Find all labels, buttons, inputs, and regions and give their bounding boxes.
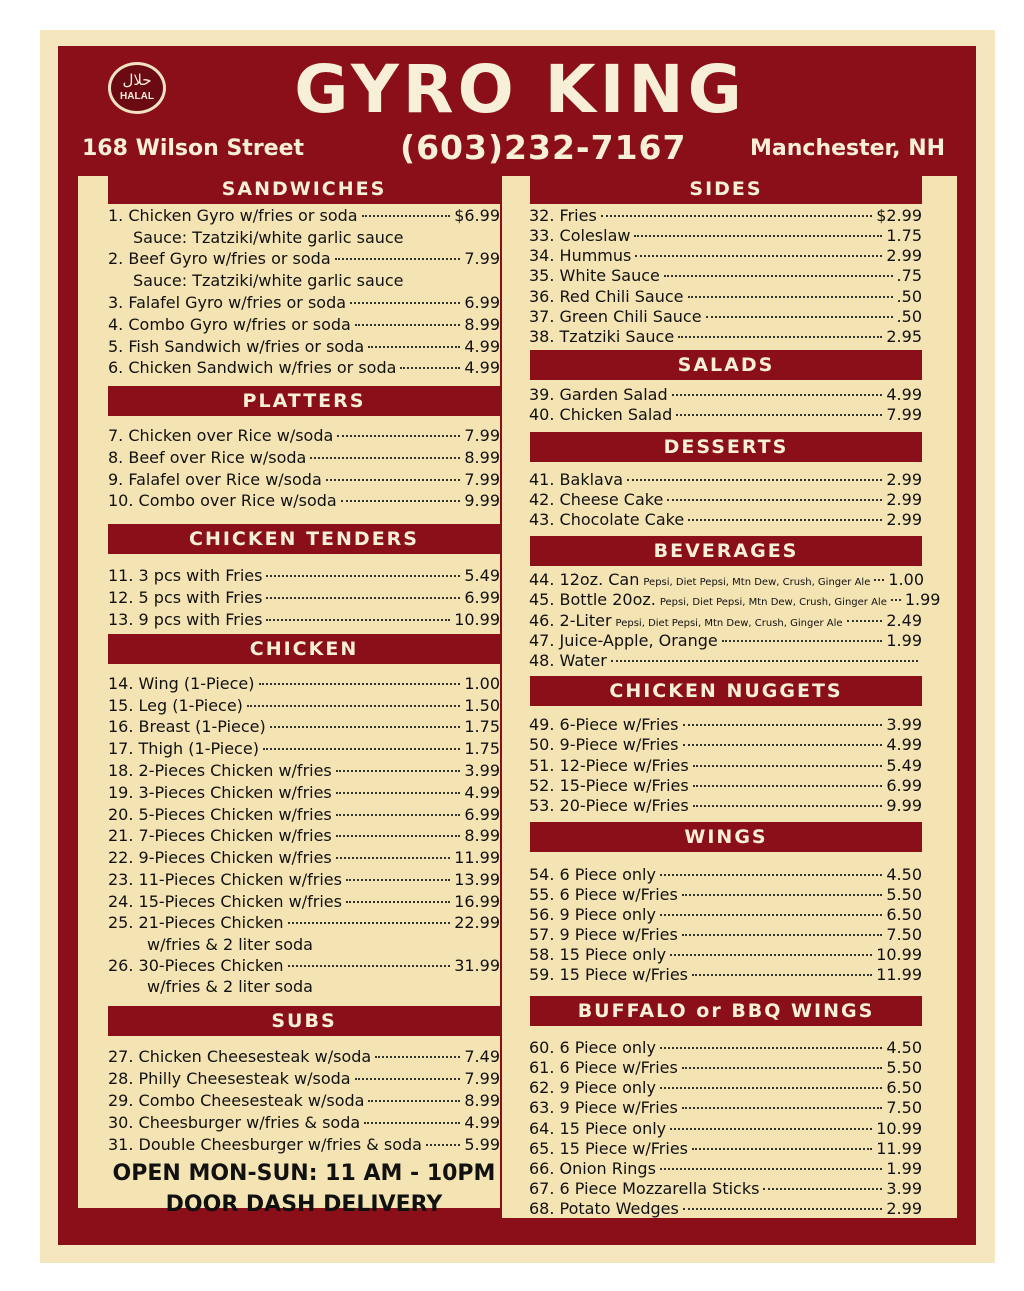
menu-item: 9. Falafel over Rice w/soda 7.99 (108, 470, 500, 489)
menu-item: 33. Coleslaw 1.75 (529, 226, 922, 245)
menu-item: 10. Combo over Rice w/soda 9.99 (108, 491, 500, 510)
menu-item: 51. 12-Piece w/Fries 5.49 (529, 756, 922, 775)
section-wings: WINGS (530, 822, 922, 852)
menu-item: 5. Fish Sandwich w/fries or soda 4.99 (108, 337, 500, 356)
menu-item: 37. Green Chili Sauce .50 (529, 307, 922, 326)
section-desserts: DESSERTS (530, 432, 922, 462)
menu-item: 46. 2-Liter Pepsi, Diet Pepsi, Mtn Dew, Crush, Ginger Ale 2.49 (529, 611, 922, 630)
menu-item: 66. Onion Rings 1.99 (529, 1159, 922, 1178)
menu-item: 49. 6-Piece w/Fries 3.99 (529, 715, 922, 734)
menu-item: 23. 11-Pieces Chicken w/fries 13.99 (108, 870, 500, 889)
menu-item: 48. Water (529, 651, 922, 671)
menu-item: 38. Tzatziki Sauce 2.95 (529, 327, 922, 346)
menu-item: 26. 30-Pieces Chicken 31.99 (108, 956, 500, 975)
menu-item: 3. Falafel Gyro w/fries or soda 6.99 (108, 293, 500, 312)
menu-item: 45. Bottle 20oz. Pepsi, Diet Pepsi, Mtn Dew, Crush, Ginger Ale 1.99 (529, 590, 941, 609)
menu-item: 24. 15-Pieces Chicken w/fries 16.99 (108, 892, 500, 911)
menu-item: 7. Chicken over Rice w/soda 7.99 (108, 426, 500, 445)
section-chicken: CHICKEN (108, 634, 500, 664)
menu-item: 36. Red Chili Sauce .50 (529, 287, 922, 306)
delivery-note: DOOR DASH DELIVERY (165, 1192, 443, 1217)
menu-item: 55. 6 Piece w/Fries 5.50 (529, 885, 922, 904)
menu-item: 19. 3-Pieces Chicken w/fries 4.99 (108, 783, 500, 802)
menu-item: 16. Breast (1-Piece) 1.75 (108, 717, 500, 736)
menu-item: 25. 21-Pieces Chicken 22.99 (108, 913, 500, 932)
menu-item: 6. Chicken Sandwich w/fries or soda 4.99 (108, 358, 500, 377)
section-chicken-tenders: CHICKEN TENDERS (108, 524, 500, 554)
menu-item: 2. Beef Gyro w/fries or soda 7.99 (108, 249, 500, 268)
menu-item: 22. 9-Pieces Chicken w/fries 11.99 (108, 848, 500, 867)
menu-item: 8. Beef over Rice w/soda 8.99 (108, 448, 500, 467)
menu-item: 40. Chicken Salad 7.99 (529, 405, 922, 424)
menu-item: 27. Chicken Cheesesteak w/soda 7.49 (108, 1047, 500, 1066)
menu-item-note: w/fries & 2 liter soda (147, 977, 313, 996)
section-sandwiches: SANDWICHES (108, 174, 500, 204)
menu-item: 53. 20-Piece w/Fries 9.99 (529, 796, 922, 815)
section-buffalo-bbq-wings: BUFFALO or BBQ WINGS (530, 996, 922, 1026)
halal-badge (108, 62, 166, 114)
menu-item: 12. 5 pcs with Fries 6.99 (108, 588, 500, 607)
section-platters: PLATTERS (108, 386, 500, 416)
menu-item: 68. Potato Wedges 2.99 (529, 1199, 922, 1218)
restaurant-title: GYRO KING (294, 51, 746, 128)
menu-item: 44. 12oz. Can Pepsi, Diet Pepsi, Mtn Dew, Crush, Ginger Ale 1.00 (529, 570, 924, 589)
menu-item: 60. 6 Piece only 4.50 (529, 1038, 922, 1057)
menu-item: 34. Hummus 2.99 (529, 246, 922, 265)
menu-item: 30. Cheesburger w/fries & soda 4.99 (108, 1113, 500, 1132)
menu-item: 11. 3 pcs with Fries 5.49 (108, 566, 500, 585)
opening-hours: OPEN MON-SUN: 11 AM - 10PM (112, 1161, 496, 1186)
menu-item: 58. 15 Piece only 10.99 (529, 945, 922, 964)
menu-item: 52. 15-Piece w/Fries 6.99 (529, 776, 922, 795)
menu-item: 32. Fries $2.99 (529, 206, 922, 225)
menu-item-note: w/fries & 2 liter soda (147, 935, 313, 954)
address: 168 Wilson Street (82, 136, 305, 161)
section-salads: SALADS (530, 350, 922, 380)
menu-item: 15. Leg (1-Piece) 1.50 (108, 696, 500, 715)
menu-item-note: Sauce: Tzatziki/white garlic sauce (133, 228, 404, 247)
menu-item: 29. Combo Cheesesteak w/soda 8.99 (108, 1091, 500, 1110)
menu-item: 61. 6 Piece w/Fries 5.50 (529, 1058, 922, 1077)
menu-item: 63. 9 Piece w/Fries 7.50 (529, 1098, 922, 1117)
menu-item: 31. Double Cheesburger w/fries & soda 5.99 (108, 1135, 500, 1154)
menu-item: 57. 9 Piece w/Fries 7.50 (529, 925, 922, 944)
menu-item: 18. 2-Pieces Chicken w/fries 3.99 (108, 761, 500, 780)
phone-number[interactable]: (603)232-7167 (400, 128, 687, 167)
menu-item: 1. Chicken Gyro w/fries or soda $6.99 (108, 206, 500, 225)
menu-item: 14. Wing (1-Piece) 1.00 (108, 674, 500, 693)
menu-item: 54. 6 Piece only 4.50 (529, 865, 922, 884)
menu-item: 64. 15 Piece only 10.99 (529, 1119, 922, 1138)
menu-item: 20. 5-Pieces Chicken w/fries 6.99 (108, 805, 500, 824)
halal-label: HALAL (120, 91, 154, 102)
menu-item: 17. Thigh (1-Piece) 1.75 (108, 739, 500, 758)
menu-item: 39. Garden Salad 4.99 (529, 385, 922, 404)
section-subs: SUBS (108, 1006, 500, 1036)
menu-item: 42. Cheese Cake 2.99 (529, 490, 922, 509)
section-beverages: BEVERAGES (530, 536, 922, 566)
section-sides: SIDES (530, 174, 922, 204)
menu-item-note: Sauce: Tzatziki/white garlic sauce (133, 271, 404, 290)
menu-item: 35. White Sauce .75 (529, 266, 922, 285)
menu-item: 28. Philly Cheesesteak w/soda 7.99 (108, 1069, 500, 1088)
menu-item: 50. 9-Piece w/Fries 4.99 (529, 735, 922, 754)
menu-item: 65. 15 Piece w/Fries 11.99 (529, 1139, 922, 1158)
menu-item: 43. Chocolate Cake 2.99 (529, 510, 922, 529)
menu-item: 13. 9 pcs with Fries 10.99 (108, 610, 500, 629)
city: Manchester, NH (750, 136, 946, 161)
menu-item: 21. 7-Pieces Chicken w/fries 8.99 (108, 826, 500, 845)
halal-arabic: حلال (122, 72, 152, 89)
menu-item: 67. 6 Piece Mozzarella Sticks 3.99 (529, 1179, 922, 1198)
section-chicken-nuggets: CHICKEN NUGGETS (530, 676, 922, 706)
menu-item: 59. 15 Piece w/Fries 11.99 (529, 965, 922, 984)
menu-item: 4. Combo Gyro w/fries or soda 8.99 (108, 315, 500, 334)
menu-item: 56. 9 Piece only 6.50 (529, 905, 922, 924)
menu-item: 41. Baklava 2.99 (529, 470, 922, 489)
menu-item: 62. 9 Piece only 6.50 (529, 1078, 922, 1097)
menu-item: 47. Juice-Apple, Orange 1.99 (529, 631, 922, 650)
